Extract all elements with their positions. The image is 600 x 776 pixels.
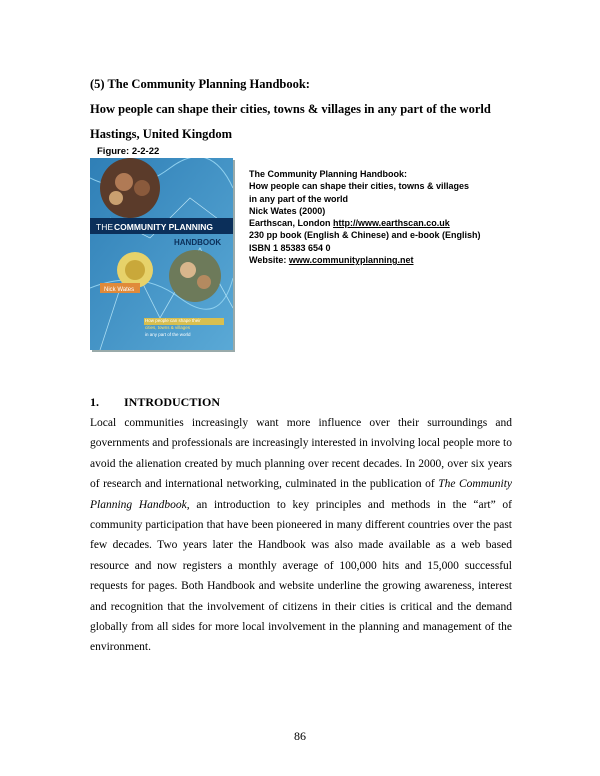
caption-line-subtitle: How people can shape their cities, towns & villages <box>249 181 470 192</box>
cover-tagline-2: cities, towns & villages <box>145 325 191 330</box>
paragraph-text-2: an introduction to key principles and methods in the “art” of community participation that have been pioneered in many different countries over the past few decades. Two years later the Handbook was also made available as a web based resource and now registers a monthly average of 100,000 hits and 15,000 successful requests for pages. Both Handbook and website underline the growing awareness, interest and recognition that the involvement of citizens in their cities is critical and the demand globally from all sides for more local involvement in the planning and management of the environment. <box>90 498 513 654</box>
header-location: Hastings, United Kingdom <box>90 127 233 141</box>
figure-caption <box>249 168 481 266</box>
caption-line-subtitle-cont: in any part of the world <box>249 193 349 204</box>
section-number: 1. <box>90 395 99 409</box>
cover-author: Nick Wates <box>104 287 135 293</box>
caption-line-website <box>249 254 481 266</box>
cover-title-sub: HANDBOOK <box>174 238 222 247</box>
page-number: 86 <box>294 729 306 743</box>
cover-tagline-3: in any part of the world <box>145 332 191 337</box>
publisher-link[interactable]: http://www.earthscan.co.uk <box>333 218 450 229</box>
intro-paragraph <box>90 413 512 658</box>
caption-line-author: Nick Wates (2000) <box>249 205 326 216</box>
cover-tagline-1: How people can shape their <box>145 318 201 323</box>
section-heading <box>90 395 220 410</box>
caption-line-publisher <box>249 217 481 229</box>
cover-title-main: COMMUNITY PLANNING <box>114 222 214 232</box>
publisher-text: Earthscan, London <box>249 218 334 229</box>
book-cover-image <box>90 158 233 350</box>
book-title-italic: The Community Planning Handbook, <box>90 478 513 511</box>
cover-title-prefix: THE <box>96 222 113 232</box>
book-cover-illustration <box>90 158 233 350</box>
header-subtitle: How people can shape their cities, towns & villages in any part of the world <box>90 102 491 116</box>
figure-label: Figure: 2-2-22 <box>97 146 160 157</box>
caption-line-isbn: ISBN 1 85383 654 0 <box>249 242 331 253</box>
paragraph-text-1: Local communities increasingly want more influence over their surroundings and governments and professionals are increasingly interested in involving local people more to avoid the alienation created by much planning over recent decades. In 2000, over six years of research and international networking, culminated in the publication of <box>90 417 512 491</box>
section-title: INTRODUCTION <box>124 395 221 409</box>
document-header <box>90 72 530 147</box>
header-title: (5) The Community Planning Handbook: <box>90 77 310 91</box>
website-link[interactable]: www.communityplanning.net <box>288 255 414 266</box>
caption-line-format: 230 pp book (English & Chinese) and e-book (English) <box>249 230 481 241</box>
caption-line-title: The Community Planning Handbook: <box>249 169 407 179</box>
website-label: Website: <box>249 255 289 266</box>
